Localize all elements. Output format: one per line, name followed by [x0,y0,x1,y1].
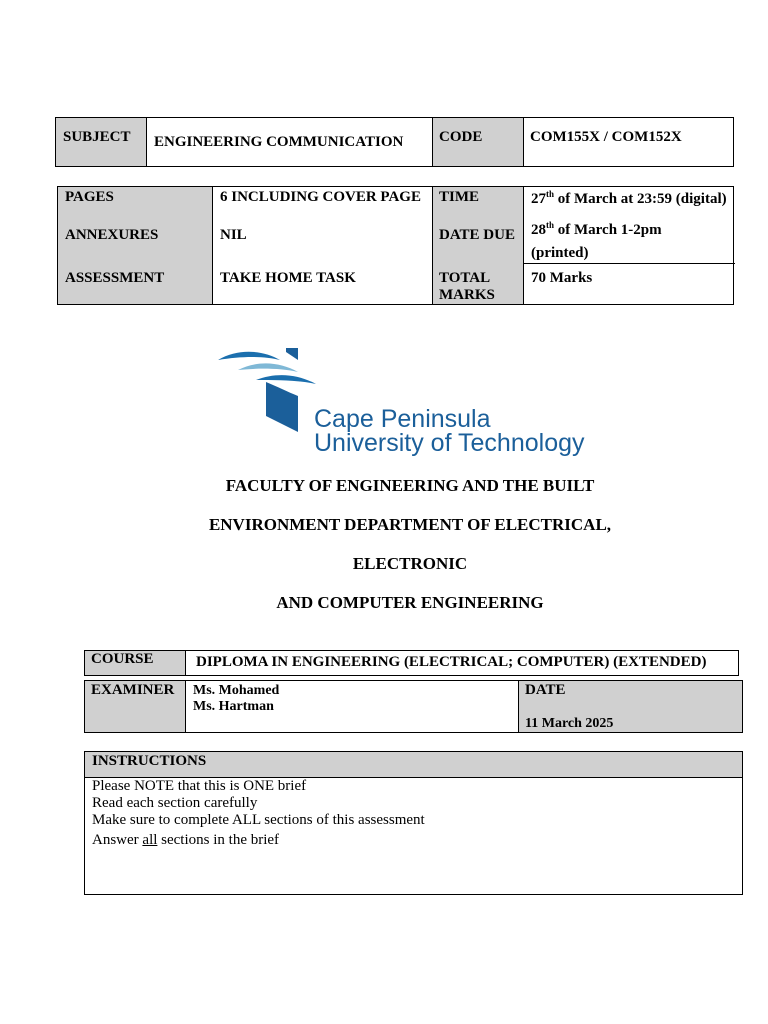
pages-label: PAGES [65,189,114,205]
date-label: DATE [525,682,566,698]
examiner-label-cell [85,681,186,732]
course-table [84,650,739,676]
subject-value: ENGINEERING COMMUNICATION [154,134,404,150]
instruction-line-4-post: sections in the brief [157,832,280,848]
info-labels-col [58,187,213,304]
code-label-cell [433,118,524,166]
due-printed-note: (printed) [531,245,589,261]
date-value: 11 March 2025 [525,716,614,731]
due-digital [531,189,727,208]
total-marks-label-1: TOTAL [439,270,491,286]
total-marks-label-2: MARKS [439,287,495,303]
code-value-cell [524,118,733,166]
university-logo-mark-icon [218,346,328,432]
subject-label: SUBJECT [63,129,131,145]
subject-label-cell [56,118,147,166]
subject-table [55,117,734,167]
course-value: DIPLOMA IN ENGINEERING (ELECTRICAL; COMPUTER) (EXTENDED) [196,654,707,670]
total-marks-value: 70 Marks [531,270,593,286]
assessment-label: ASSESSMENT [65,270,165,286]
due-digital-day: 27 [531,191,546,207]
instruction-line-3: Make sure to complete ALL sections of this assessment [92,812,425,828]
date-due-label: DATE DUE [439,227,515,243]
course-label-cell [85,651,186,675]
instruction-line-2: Read each section carefully [92,795,258,811]
logo-line-1: Cape Peninsula [314,405,491,433]
examiner-2: Ms. Hartman [193,699,274,714]
info-table [57,186,734,305]
faculty-heading-2: ENVIRONMENT DEPARTMENT OF ELECTRICAL, [208,515,612,534]
instruction-line-4-pre: Answer [92,832,143,848]
info-labels-col-2 [433,187,524,304]
annexures-value: NIL [220,227,247,243]
due-printed [531,220,662,239]
instruction-line-4 [92,832,279,849]
code-value: COM155X / COM152X [530,129,682,145]
subject-value-cell [147,118,433,166]
university-logo [218,346,608,458]
faculty-heading-1: FACULTY OF ENGINEERING AND THE BUILT [225,476,595,495]
instruction-line-4-underlined: all [142,832,158,848]
pages-value: 6 INCLUDING COVER PAGE [220,189,421,205]
instructions-header [85,752,742,778]
due-printed-rest: of March 1-2pm [554,222,662,238]
info-row-divider [524,263,735,264]
faculty-heading-4: AND COMPUTER ENGINEERING [276,593,544,612]
logo-line-2: University of Technology [314,429,585,457]
due-printed-sup: th [546,220,555,230]
due-digital-rest: of March at 23:59 (digital) [554,191,727,207]
examiner-1: Ms. Mohamed [193,683,280,698]
instructions-title: INSTRUCTIONS [92,753,207,769]
faculty-heading-3: ELECTRONIC [352,554,468,573]
examiner-label: EXAMINER [91,682,175,698]
info-values-col [213,187,433,304]
code-label: CODE [439,129,483,145]
examiner-table [84,680,743,733]
due-digital-sup: th [546,189,555,199]
instruction-line-1: Please NOTE that this is ONE brief [92,778,307,794]
date-cell [518,681,742,732]
instructions-table [84,751,743,895]
course-label: COURSE [91,651,154,667]
due-printed-day: 28 [531,222,546,238]
info-values-col-2 [524,187,735,304]
assessment-value: TAKE HOME TASK [220,270,356,286]
time-label: TIME [439,189,480,205]
annexures-label: ANNEXURES [65,227,159,243]
